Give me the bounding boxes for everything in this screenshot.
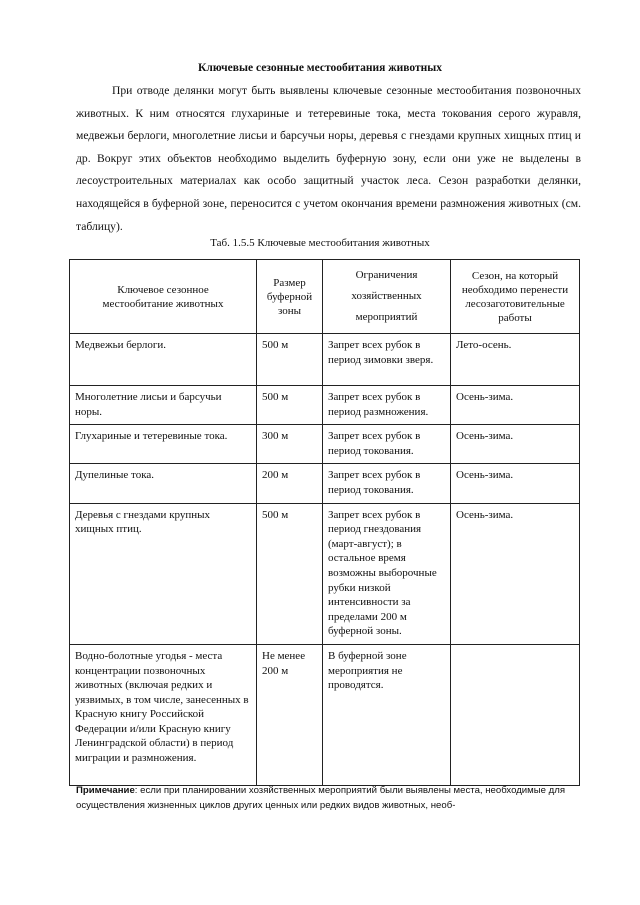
cell-habitat: Глухариные и тетеревиные тока. [70, 425, 257, 464]
footnote-text: : если при планировании хозяйственных мероприятий были выявлены места, необходимые для осуществления жизненных циклов других ценных или редких видов животных, необ- [76, 785, 566, 811]
header-buffer-size: Размер буферной зоны [257, 260, 323, 334]
cell-season: Осень-зима. [451, 386, 580, 425]
footnote [76, 784, 581, 813]
cell-restrictions: Запрет всех рубок в период токования. [323, 464, 451, 503]
header-restrictions: Ограничения хозяйственных мероприятий [323, 260, 451, 334]
cell-season: Осень-зима. [451, 464, 580, 503]
cell-restrictions: Запрет всех рубок в период зимовки зверя. [323, 334, 451, 386]
cell-habitat: Дупелиные тока. [70, 464, 257, 503]
cell-season [451, 644, 580, 785]
cell-habitat: Деревья с гнездами крупных хищных птиц. [70, 503, 257, 644]
header-habitat: Ключевое сезонное местообитание животных [70, 260, 257, 334]
cell-buffer-size: 300 м [257, 425, 323, 464]
cell-habitat: Медвежьи берлоги. [70, 334, 257, 386]
table-row [70, 503, 580, 644]
cell-restrictions: Запрет всех рубок в период токования. [323, 425, 451, 464]
cell-buffer-size: 500 м [257, 334, 323, 386]
table-row [70, 334, 580, 386]
cell-restrictions: Запрет всех рубок в период гнездования (март-август); в остальное время возможны выборочные рубки низкой интенсивности за пределами 200 м буферной зоны. [323, 503, 451, 644]
table-row [70, 386, 580, 425]
cell-season: Осень-зима. [451, 503, 580, 644]
cell-restrictions: Запрет всех рубок в период размножения. [323, 386, 451, 425]
cell-habitat: Водно-болотные угодья - места концентрации позвоночных животных (включая редких и уязвимых, в том числе, занесенных в Красную книгу Российской Федерации и/или Красную книгу Ленинградской области) в период миграции и размножения. [70, 644, 257, 785]
cell-buffer-size: Не менее 200 м [257, 644, 323, 785]
cell-season: Лето-осень. [451, 334, 580, 386]
table-row [70, 425, 580, 464]
cell-buffer-size: 500 м [257, 386, 323, 425]
table-header-row [70, 260, 580, 334]
cell-habitat: Многолетние лисьи и барсучьи норы. [70, 386, 257, 425]
header-season: Сезон, на который необходимо перенести лесозаготовительные работы [451, 260, 580, 334]
cell-buffer-size: 200 м [257, 464, 323, 503]
intro-paragraph: При отводе делянки могут быть выявлены ключевые сезонные местообитания позвоночных животных. К ним относятся глухариные и тетеревиные тока, места токования серого журавля, медвежьи берлоги, многолетние лисьи и барсучьи норы, деревья с гнездами крупных хищных птиц и др. Вокруг этих объектов необходимо выделить буферную зону, если они уже не выделены в лесоустроительных материалах как особо защитный участок леса. Сезон разработки делянки, находящейся в буферной зоне, переносится с учетом окончания времени размножения животных (см. таблицу). [76, 84, 581, 233]
table-caption: Таб. 1.5.5 Ключевые местообитания животных [210, 237, 430, 249]
page-title: Ключевые сезонные местообитания животных [198, 62, 442, 74]
table-row [70, 464, 580, 503]
cell-season: Осень-зима. [451, 425, 580, 464]
habitat-table [69, 259, 580, 786]
footnote-label: Примечание [76, 785, 135, 796]
table-row [70, 644, 580, 785]
cell-restrictions: В буферной зоне мероприятия не проводятся. [323, 644, 451, 785]
cell-buffer-size: 500 м [257, 503, 323, 644]
